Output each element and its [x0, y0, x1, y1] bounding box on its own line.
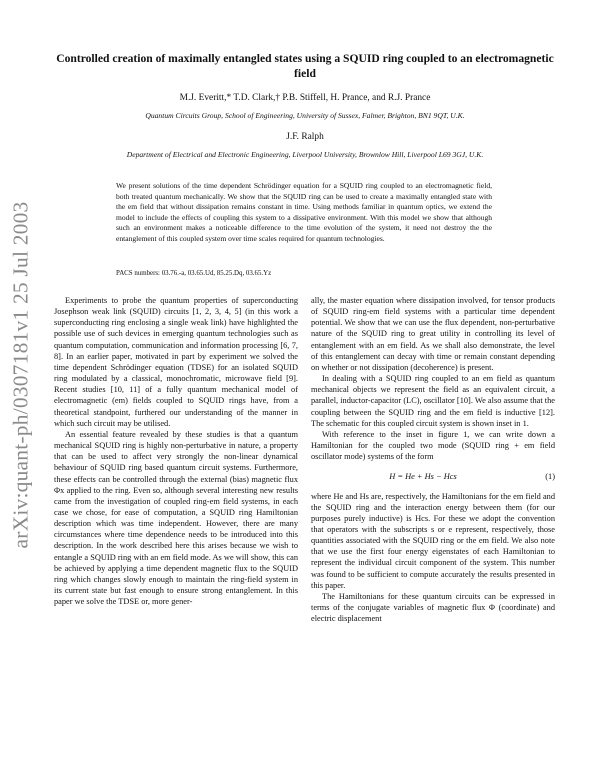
arxiv-identifier-stamp — [7, 201, 35, 549]
paper-header — [50, 51, 560, 159]
left-column — [54, 295, 298, 607]
right-column — [311, 295, 555, 624]
body-paragraph: In dealing with a SQUID ring coupled to an em field as quantum mechanical objects we represent the field as an equivalent circuit, a parallel, inductor-capacitor (LC), oscillator [10]. We also assume that the coupling between the SQUID ring and the em field is inductive [12]. The schematic for this coupled circuit system is shown inset in 1. — [311, 374, 555, 428]
body-paragraph: ally, the master equation where dissipation involved, for tensor products of SQUID ring-em field systems with a particular time dependent potential. We show that we can use the flux dependent, non-perturbative nature of the SQUID ring to great utility in controlling its level of entanglement with an em field. As we shall also demonstrate, the level of this entanglement can decay with time or remain constant depending on whether or not dissipation (decoherence) is present. — [311, 296, 555, 372]
body-paragraph: The Hamiltonians for these quantum circuits can be expressed in terms of the conjugate variables of magnetic flux Φ (coordinate) and electric displacement — [311, 591, 555, 624]
equation-1 — [311, 471, 555, 482]
equation-number: (1) — [545, 472, 555, 482]
body-paragraph: An essential feature revealed by these studies is that a quantum mechanical SQUID ring is highly non-perturbative in nature, a property that can be used to affect very strongly the non-linear dynamical behaviour of SQUID ring based quantum circuit systems. Furthermore, these effects can be controlled through the external (bias) magnetic flux Φx applied to the ring. Even so, although several interesting new results came from the investigation of coupled ring-em field systems, in each case we chose, for ease of computation, a SQUID ring Hamiltonian description which was time independent. However, there are many circumstances where time dependence needs to be introduced into this description. In the work described here this arises because we wish to entangle a SQUID ring with an em field mode. As we will show, this can be achieved by applying a time dependent magnetic flux to the SQUID ring which changes slowly enough to maintain the ring-field system in its current state but fast enough to ensure strong entanglement. In this paper we solve the TDSE or, more gener- — [54, 429, 298, 607]
body-paragraph: where He and Hs are, respectively, the Hamiltonians for the em field and the SQUID ring and the interaction energy between them (for our purposes purely inductive) is Hcs. For these we adopt the convention that operators with the subscripts s or e represent, respectively, those quantities associated with the SQUID ring or the em field. We also note that we use the first four energy eigenstates of each Hamiltonian to represent the individual circuit component of the system. This number was found to be sufficient to compute accurately the results presented in this paper. — [311, 491, 555, 590]
authors-line: M.J. Everitt,* T.D. Clark,† P.B. Stiffell, H. Prance, and R.J. Prance — [179, 93, 431, 103]
body-paragraph: Experiments to probe the quantum properties of superconducting Josephson weak link (SQUID) circuits [1, 2, 3, 4, 5] (in this work a superconducting ring enclosing a single weak link) have highlighted the possible use of such devices in emerging quantum technologies such as quantum computation, communication and information processing [6, 7, 8]. In an earlier paper, motivated in part by experiment we solved the time dependent Schrödinger equation (TDSE) for an isolated SQUID ring modulated by a classical, monochromatic, microwave field [9]. Recent studies [10, 11] of a fully quantum mechanical model of electromagnetic (em) fields coupled to SQUID rings have, from a theoretical standpoint, furthered our understanding of the manner in which such circuit may be utilised. — [54, 296, 298, 428]
pacs-numbers: PACS numbers: 03.76.-a, 03.65.Ud, 85.25.Dq, 03.65.Yz — [116, 270, 272, 277]
body-paragraph: With reference to the inset in figure 1, we can write down a Hamiltonian for the coupled two mode (SQUID ring + em field oscillator mode) systems of the form — [311, 429, 555, 462]
paper-title: Controlled creation of maximally entangled states using a SQUID ring coupled to an electromagnetic field — [56, 52, 554, 80]
arxiv-identifier-text: arXiv:quant-ph/0307181v1 25 Jul 2003 — [8, 201, 33, 549]
abstract: We present solutions of the time dependent Schrödinger equation for a SQUID ring coupled to an electromagnetic field, both treated quantum mechanically. We show that the SQUID ring can be used to create a maximally entangled state with the em field that without dissipation remains constant in time. Using methods familiar in quantum optics, we extend the model to include the effects of coupling this system to a dissipative environment. With this model we show that although such an environment makes a noticeable difference to the time evolution of the system, it need not destroy the the entanglement of this coupled system over time scales required for quantum technologies. — [116, 181, 492, 243]
affiliation-liverpool: Department of Electrical and Electronic Engineering, Liverpool University, Brownlow Hill, Liverpool L69 3GJ, U.K. — [126, 150, 484, 159]
affiliation-sussex: Quantum Circuits Group, School of Engineering, University of Sussex, Falmer, Brighton, BN1 9QT, U.K. — [145, 111, 465, 120]
author-ralph: J.F. Ralph — [286, 132, 324, 142]
equation-formula: H = He + Hs − Hcs — [389, 472, 457, 482]
